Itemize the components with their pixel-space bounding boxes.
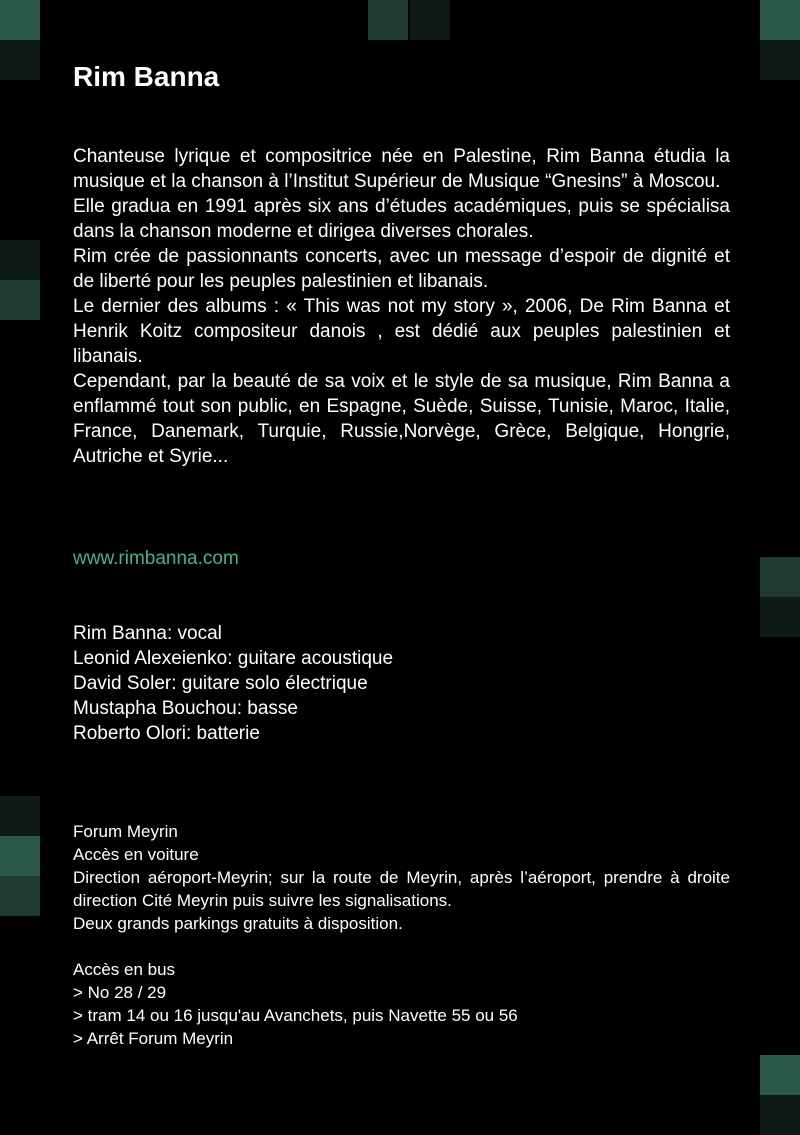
decor-square — [0, 796, 40, 836]
decor-square — [0, 40, 40, 80]
venue-info — [73, 820, 730, 1050]
decor-square — [760, 597, 800, 637]
parking-info: Deux grands parkings gratuits à disposition. — [73, 914, 403, 933]
bio-paragraph: Rim crée de passionnants concerts, avec un message d’espoir de dignité et de liberté pour les peuples palestinien et libanais. — [73, 246, 730, 292]
biography — [73, 144, 730, 469]
bus-access-heading: Accès en bus — [73, 960, 176, 979]
lineup-item: Rim Banna: vocal — [73, 623, 222, 644]
bus-line: > Arrêt Forum Meyrin — [73, 1029, 234, 1048]
lineup-item: Leonid Alexeienko: guitare acoustique — [73, 648, 394, 669]
bio-paragraph: Cependant, par la beauté de sa voix et le style de sa musique, Rim Banna a enflammé tout son public, en Espagne, Suède, Suisse, Tunisie, Maroc, Italie, France, Danemark, Turquie, Russie,Norvège, Grèce, Belgique, Hongrie, Autriche et Syrie... — [73, 371, 730, 467]
decor-square — [760, 0, 800, 40]
bio-paragraph: Elle gradua en 1991 après six ans d’études académiques, puis se spécialisa dans la chanson moderne et dirigea diverses chorales. — [73, 196, 730, 242]
page-title: Rim Banna — [73, 61, 220, 92]
bio-paragraph: Chanteuse lyrique et compositrice née en Palestine, Rim Banna étudia la musique et la chanson à l’Institut Supérieur de Musique “Gnesins” à Moscou. — [73, 146, 730, 192]
decor-square — [760, 1095, 800, 1135]
decor-square — [410, 0, 450, 40]
venue-name: Forum Meyrin — [73, 822, 178, 841]
decor-square — [0, 876, 40, 916]
decor-square — [760, 1055, 800, 1095]
car-directions: Direction aéroport-Meyrin; sur la route de Meyrin, après l’aéroport, prendre à droite direction Cité Meyrin puis suivre les signalisations. — [73, 868, 730, 910]
website-link[interactable]: www.rimbanna.com — [73, 548, 239, 569]
lineup-list — [73, 621, 393, 746]
decor-square — [760, 40, 800, 80]
bus-line: > tram 14 ou 16 jusqu'au Avanchets, puis Navette 55 ou 56 — [73, 1006, 518, 1025]
decor-square — [0, 240, 40, 280]
decor-square — [0, 280, 40, 320]
car-access-heading: Accès en voiture — [73, 845, 199, 864]
lineup-item: David Soler: guitare solo électrique — [73, 673, 368, 694]
decor-square — [0, 836, 40, 876]
lineup-item: Mustapha Bouchou: basse — [73, 698, 298, 719]
bio-paragraph: Le dernier des albums : « This was not my story », 2006, De Rim Banna et Henrik Koitz compositeur danois , est dédié aux peuples palestinien et libanais. — [73, 296, 730, 367]
decor-square — [368, 0, 408, 40]
spacer — [73, 935, 730, 958]
decor-square — [760, 557, 800, 597]
decor-square — [0, 0, 40, 40]
lineup-item: Roberto Olori: batterie — [73, 723, 260, 744]
bus-line: > No 28 / 29 — [73, 983, 167, 1002]
